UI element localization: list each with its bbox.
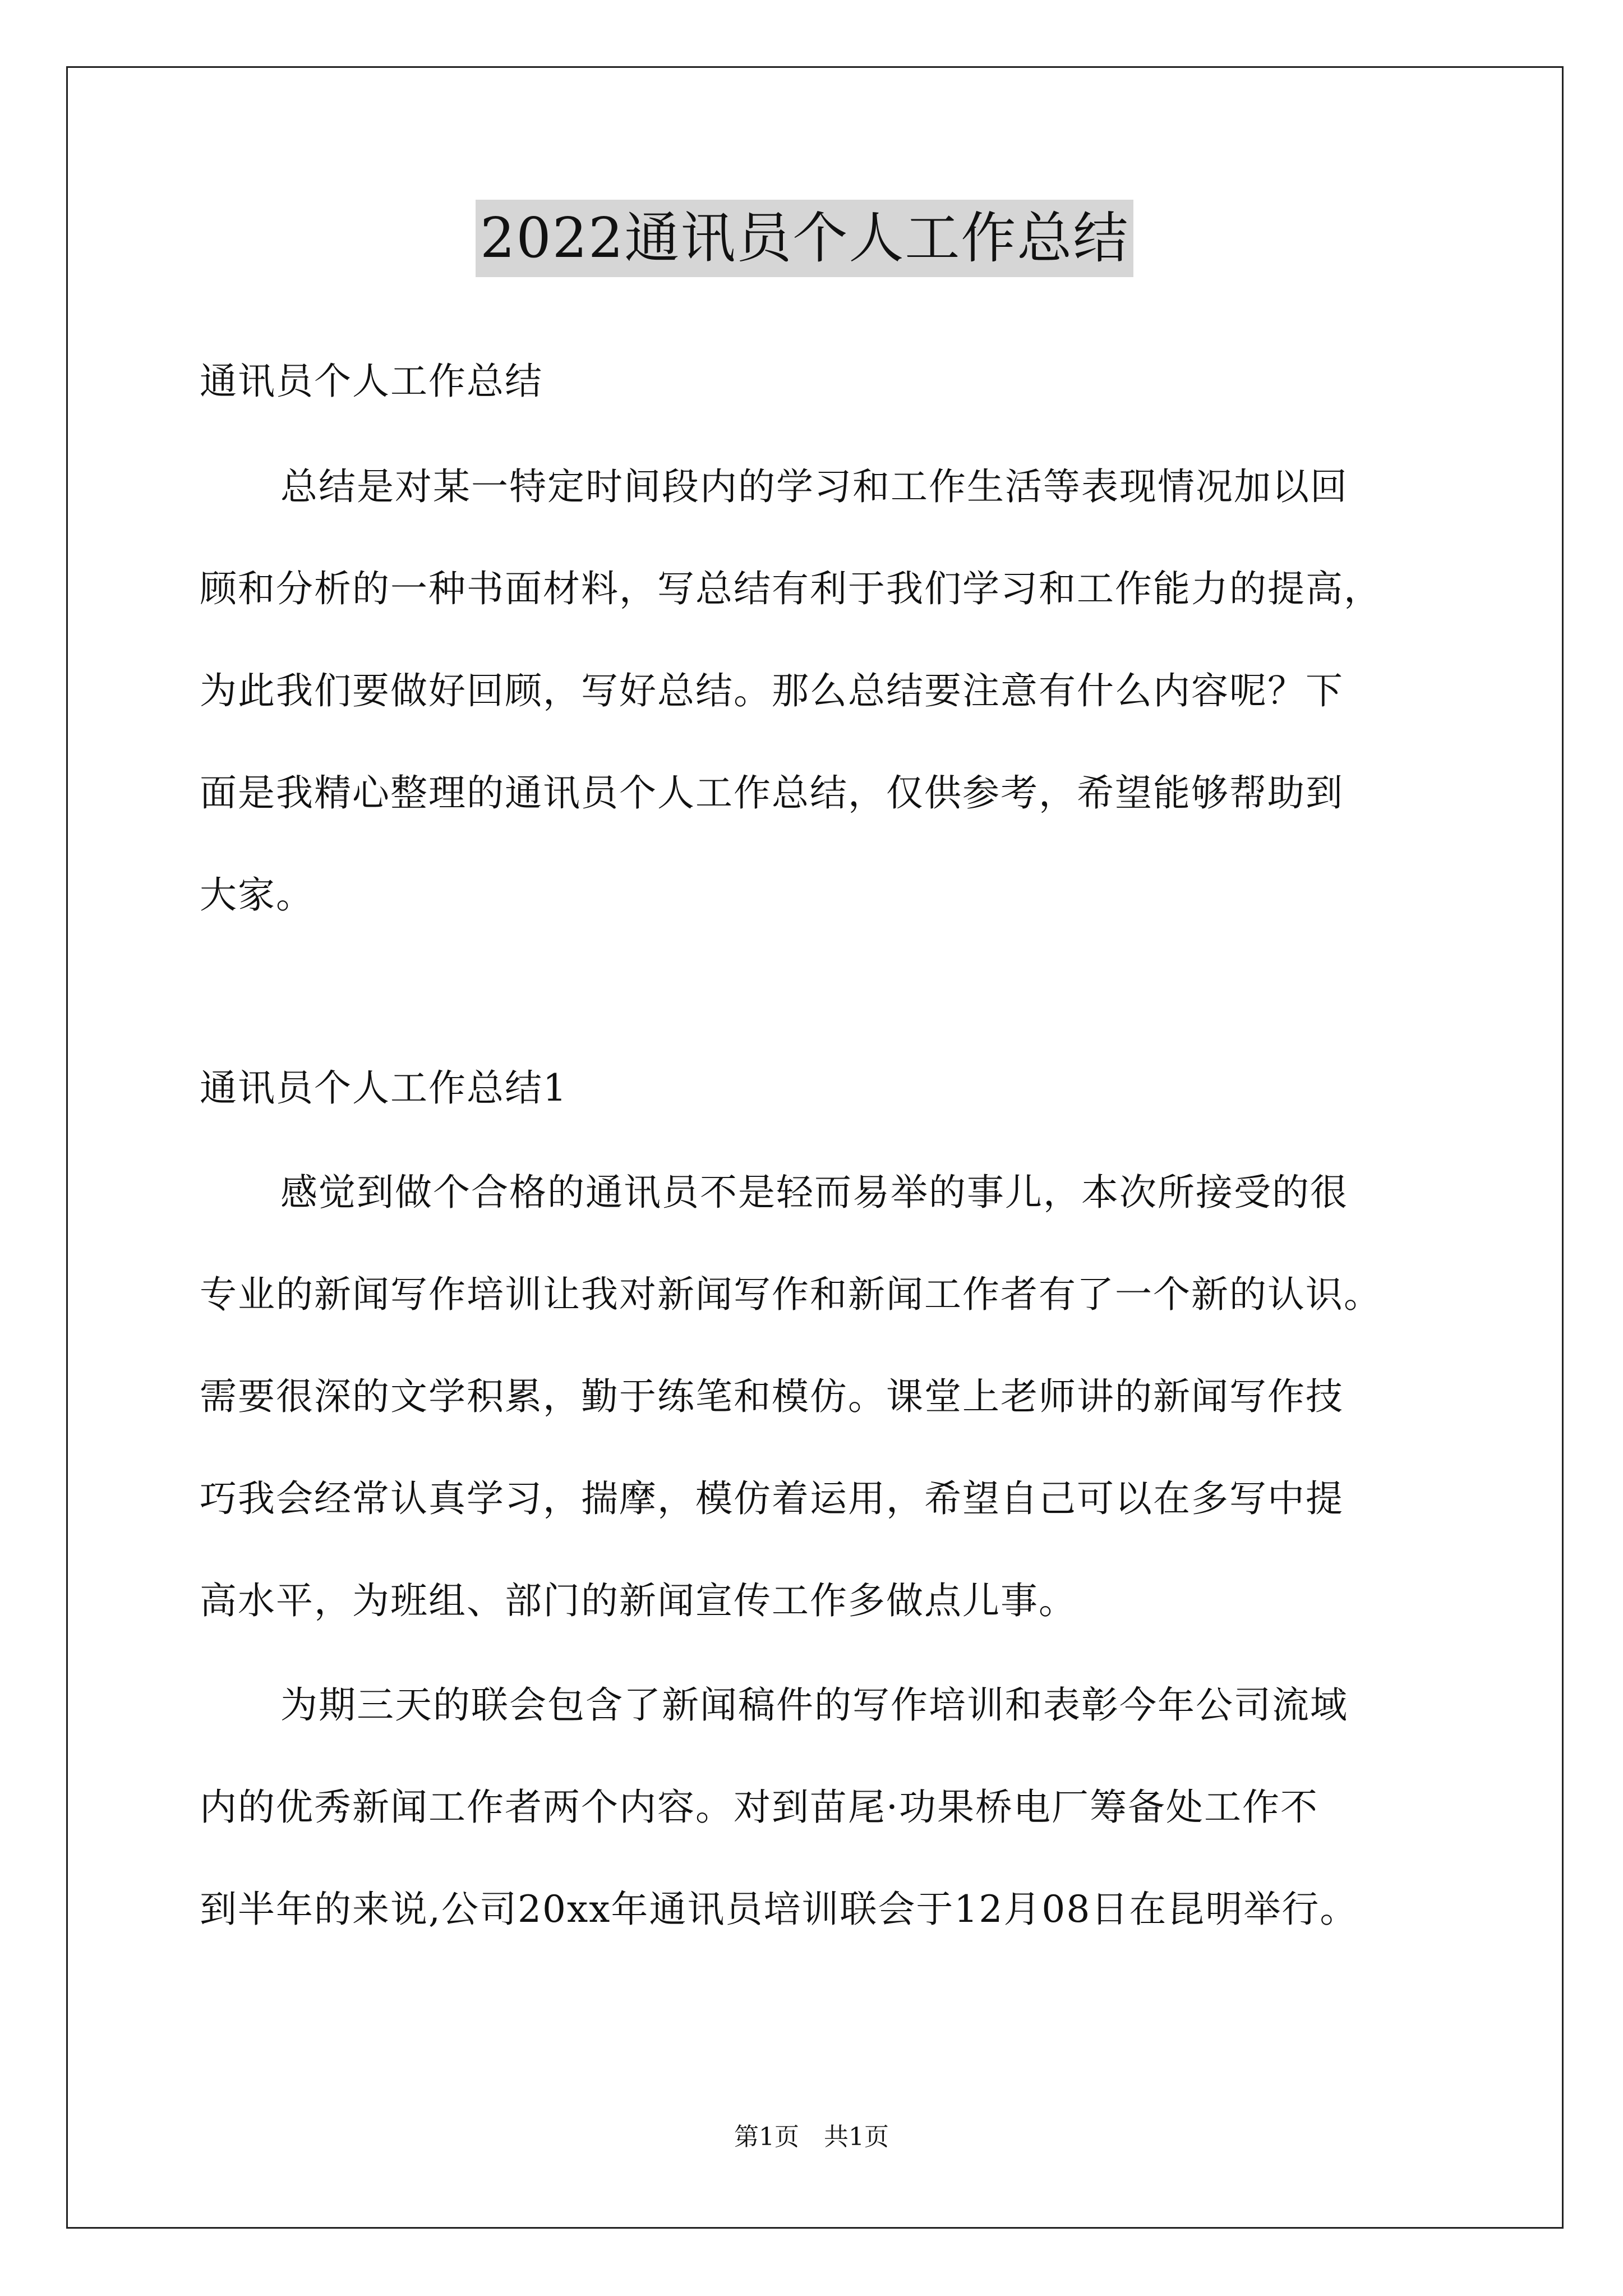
page-footer: 第1页 共1页 [734, 2123, 889, 2151]
paragraph-line: 巧我会经常认真学习，揣摩，模仿着运用，希望自己可以在多写中提 [200, 1477, 1344, 1520]
intro-line: 大家。 [200, 873, 314, 917]
paragraph-line: 内的优秀新闻工作者两个内容。对到苗尾·功果桥电厂筹备处工作不 [200, 1786, 1318, 1829]
paragraph-line: 感觉到做个合格的通讯员不是轻而易举的事儿，本次所接受的很 [280, 1171, 1348, 1214]
intro-line: 面是我精心整理的通讯员个人工作总结，仅供参考，希望能够帮助到 [200, 771, 1344, 815]
intro-line: 总结是对某一特定时间段内的学习和工作生活等表现情况加以回 [280, 465, 1348, 508]
intro-line: 顾和分析的一种书面材料，写总结有利于我们学习和工作能力的提高， [200, 567, 1382, 610]
document-subtitle: 通讯员个人工作总结 [200, 360, 543, 403]
paragraph-line: 高水平，为班组、部门的新闻宣传工作多做点儿事。 [200, 1579, 1077, 1622]
paragraph-line: 为期三天的联会包含了新闻稿件的写作培训和表彰今年公司流域 [280, 1683, 1348, 1727]
document-title: 2022通讯员个人工作总结 [476, 200, 1133, 277]
paragraph-line: 专业的新闻写作培训让我对新闻写作和新闻工作者有了一个新的认识。 [200, 1273, 1382, 1316]
paragraph-line: 需要很深的文学积累，勤于练笔和模仿。课堂上老师讲的新闻写作技 [200, 1375, 1344, 1418]
intro-line: 为此我们要做好回顾，写好总结。那么总结要注意有什么内容呢？下 [200, 669, 1344, 712]
section-heading: 通讯员个人工作总结1 [200, 1066, 568, 1110]
paragraph-line: 到半年的来说,公司20xx年通讯员培训联会于12月08日在昆明举行。 [200, 1888, 1358, 1931]
